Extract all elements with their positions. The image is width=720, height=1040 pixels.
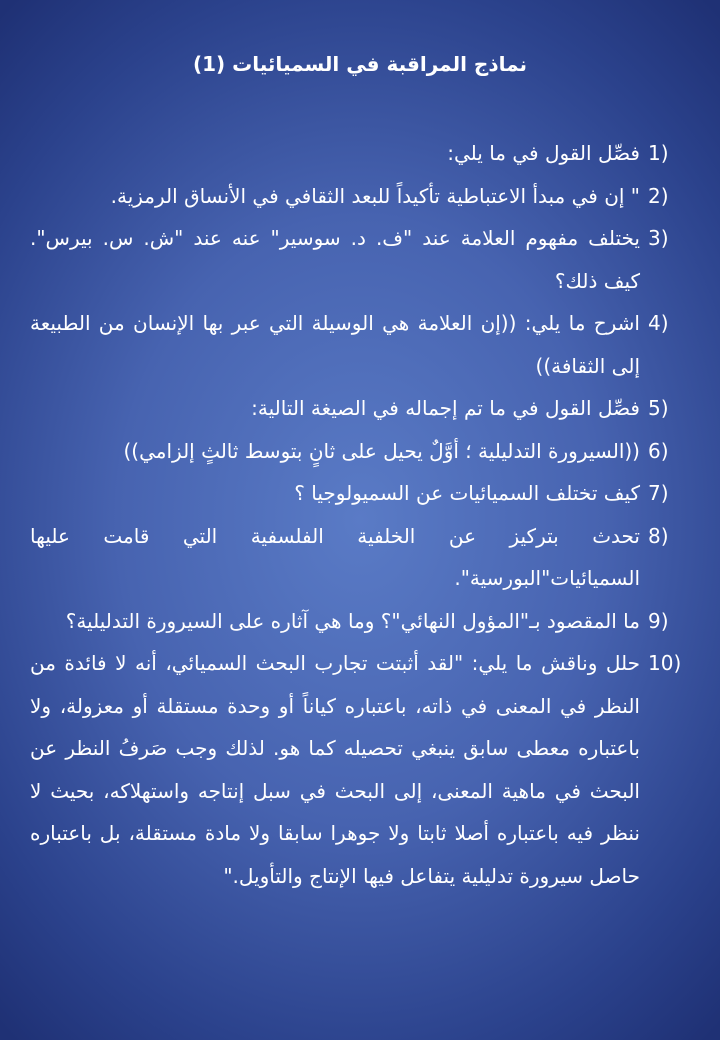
list-item: [30, 302, 698, 387]
item-text: يختلف مفهوم العلامة عند "ف. د. سوسير" عنه عند "ش. س. بيرس". كيف ذلك؟: [30, 226, 640, 293]
list-item: [30, 387, 698, 430]
list-item: [30, 515, 698, 600]
item-number: 10): [648, 651, 682, 675]
list-item: [30, 642, 698, 897]
list-item: [30, 430, 698, 473]
question-list: [30, 132, 698, 897]
item-text: " إن في مبدأ الاعتباطية تأكيداً للبعد الثقافي في الأنساق الرمزية.: [110, 183, 640, 208]
list-item: [30, 132, 698, 175]
list-item: [30, 472, 698, 515]
list-item: [30, 175, 698, 218]
item-text: ((السيرورة التدليلية ؛ أوَّلٌ يحيل على ثانٍ بتوسط ثالثٍ إلزامي)): [123, 438, 640, 463]
item-text: حلل وناقش ما يلي: "لقد أثبتت تجارب البحث السميائي، أنه لا فائدة من النظر في المعنى في ذاته، باعتباره كياناً أو وحدة مستقلة أو معزولة، ولا باعتباره معطى سابق ينبغي تحصيله كما هو. لذلك وجب صَرفُ النظر عن البحث في ماهية المعنى، إلى البحث في سبل إنتاجه واستهلاكه، بحيث لا ننظر فيه باعتباره أصلا ثابتا ولا جوهرا سابقا ولا مادة مستقلة، بل باعتباره حاصل سيرورة تدليلية يتفاعل فيها الإنتاج والتأويل.": [30, 651, 640, 888]
item-number: 1): [648, 141, 669, 165]
item-number: 5): [648, 396, 669, 420]
item-number: 4): [648, 311, 669, 335]
page-title: نماذج المراقبة في السميائيات (1): [192, 52, 528, 76]
item-number: 3): [648, 226, 669, 250]
item-text: ما المقصود بـ"المؤول النهائي"؟ وما هي آثاره على السيرورة التدليلية؟: [65, 608, 640, 633]
item-text: فصِّل القول في ما يلي:: [447, 141, 640, 165]
item-number: 6): [648, 438, 669, 463]
item-number: 9): [648, 608, 669, 633]
item-text: كيف تختلف السميائيات عن السميولوجيا ؟: [294, 481, 640, 505]
item-number: 8): [648, 523, 669, 548]
list-item: [30, 600, 698, 643]
item-text: فصِّل القول في ما تم إجماله في الصيغة التالية:: [251, 396, 640, 420]
item-text: تحدث بتركيز عن الخلفية الفلسفية التي قامت عليها السميائيات"البورسية".: [30, 523, 640, 590]
item-number: 7): [648, 481, 669, 505]
item-number: 2): [648, 183, 669, 208]
list-item: [30, 217, 698, 302]
item-text: اشرح ما يلي: ((إن العلامة هي الوسيلة التي عبر بها الإنسان من الطبيعة إلى الثقافة)): [30, 311, 640, 378]
